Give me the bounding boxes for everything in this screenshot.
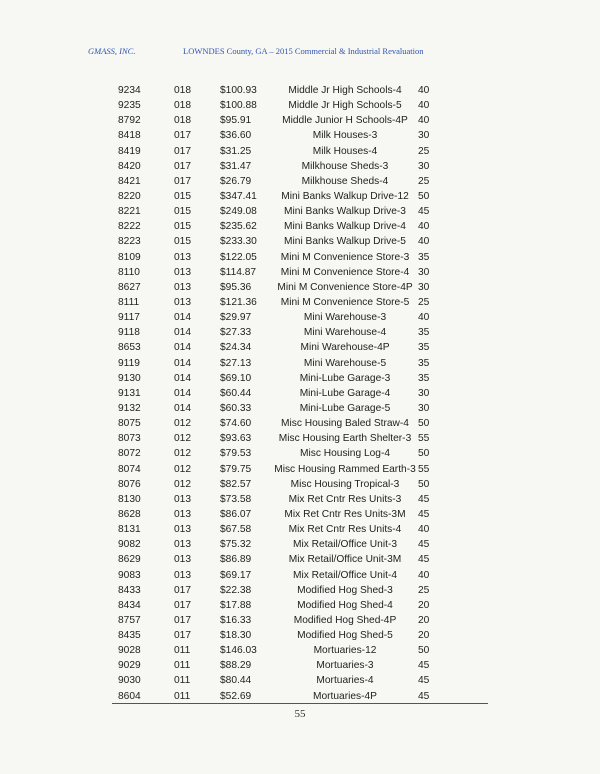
table-row <box>0 568 600 583</box>
cell-cost: $146.03 <box>220 645 257 657</box>
cell-description: Misc Housing Tropical-3 <box>290 478 400 490</box>
cell-code: 8074 <box>118 463 141 475</box>
cell-description: Modified Hog Shed-4P <box>293 614 397 626</box>
cell-life: 25 <box>418 175 430 187</box>
cell-class: 013 <box>174 266 191 278</box>
cell-description: Middle Jr High Schools-4 <box>288 85 402 96</box>
cell-life: 50 <box>418 478 430 490</box>
cell-code: 8073 <box>118 433 141 445</box>
table-row <box>0 280 600 295</box>
cell-code: 8792 <box>118 115 141 127</box>
cell-life: 55 <box>418 463 430 475</box>
cell-code: 9029 <box>118 660 141 672</box>
cell-description: Mix Ret Cntr Res Units-3 <box>288 493 402 505</box>
table-row <box>0 537 600 552</box>
cell-cost: $233.30 <box>220 236 257 248</box>
document-title: LOWNDES County, GA – 2015 Commercial & Industrial Revaluation <box>183 46 424 56</box>
table-row <box>0 628 600 643</box>
cell-life: 45 <box>418 690 430 702</box>
cell-cost: $121.36 <box>220 296 257 308</box>
cell-description: Mini M Convenience Store-4P <box>277 281 413 293</box>
cell-cost: $100.88 <box>220 100 257 112</box>
cell-life: 40 <box>418 221 430 233</box>
cell-life: 35 <box>418 327 430 339</box>
cell-class: 015 <box>174 206 191 218</box>
cell-cost: $75.32 <box>220 539 252 551</box>
cell-life: 45 <box>418 675 430 687</box>
cell-code: 8421 <box>118 175 141 187</box>
cell-class: 015 <box>174 221 191 233</box>
cell-cost: $82.57 <box>220 478 252 490</box>
cell-class: 013 <box>174 296 191 308</box>
cell-class: 013 <box>174 554 191 566</box>
cell-life: 45 <box>418 660 430 672</box>
cell-code: 8418 <box>118 130 141 142</box>
cell-code: 8130 <box>118 493 141 505</box>
cell-description: Mini M Convenience Store-5 <box>280 296 410 308</box>
cell-class: 014 <box>174 312 191 324</box>
cell-code: 9117 <box>118 312 140 324</box>
cell-code: 8433 <box>118 584 141 596</box>
cell-cost: $22.38 <box>220 584 252 596</box>
table-row <box>0 522 600 537</box>
cell-class: 018 <box>174 100 191 112</box>
cell-code: 8604 <box>118 690 141 702</box>
cell-code: 9235 <box>118 100 141 112</box>
cell-code: 9234 <box>118 85 141 96</box>
cell-class: 013 <box>174 524 191 536</box>
cell-description: Mix Ret Cntr Res Units-3M <box>284 508 406 520</box>
cell-class: 011 <box>174 675 191 687</box>
table-row <box>0 462 600 477</box>
cell-class: 017 <box>174 145 191 157</box>
cell-description: Milkhouse Sheds-3 <box>301 160 389 172</box>
cell-description: Mini Warehouse-5 <box>303 357 387 369</box>
cell-code: 8110 <box>118 266 140 278</box>
table-row <box>0 234 600 249</box>
cell-code: 9132 <box>118 402 141 414</box>
cell-description: Mini Warehouse-3 <box>303 312 387 324</box>
cell-cost: $27.33 <box>220 327 252 339</box>
cell-class: 012 <box>174 448 191 460</box>
table-row <box>0 643 600 658</box>
cell-life: 30 <box>418 130 430 142</box>
cell-life: 30 <box>418 160 430 172</box>
table-row <box>0 658 600 673</box>
table-row <box>0 598 600 613</box>
cell-life: 40 <box>418 236 430 248</box>
cell-cost: $60.44 <box>220 387 252 399</box>
cell-description: Mix Ret Cntr Res Units-4 <box>288 524 402 536</box>
cell-description: Modified Hog Shed-3 <box>297 584 393 596</box>
cell-class: 012 <box>174 478 191 490</box>
table-row <box>0 113 600 128</box>
cell-class: 014 <box>174 402 191 414</box>
cell-class: 013 <box>174 281 191 293</box>
cell-class: 013 <box>174 508 191 520</box>
table-row <box>0 219 600 234</box>
cell-code: 8434 <box>118 599 141 611</box>
cell-class: 013 <box>174 493 191 505</box>
cell-class: 017 <box>174 584 191 596</box>
cell-life: 40 <box>418 100 430 112</box>
cell-code: 9131 <box>118 387 141 399</box>
table-row <box>0 204 600 219</box>
cell-cost: $67.58 <box>220 524 252 536</box>
cell-class: 013 <box>174 539 191 551</box>
cell-class: 015 <box>174 236 191 248</box>
cell-life: 50 <box>418 418 430 430</box>
cell-class: 018 <box>174 85 191 96</box>
cell-code: 8627 <box>118 281 141 293</box>
cell-cost: $122.05 <box>220 251 257 263</box>
cell-life: 45 <box>418 554 430 566</box>
table-row <box>0 416 600 431</box>
cell-cost: $36.60 <box>220 130 252 142</box>
cell-description: Mortuaries-12 <box>313 645 377 657</box>
cell-cost: $73.58 <box>220 493 252 505</box>
table-row <box>0 386 600 401</box>
cell-cost: $93.63 <box>220 433 252 445</box>
cell-life: 30 <box>418 266 430 278</box>
table-row <box>0 250 600 265</box>
cell-life: 40 <box>418 85 430 96</box>
cell-description: Middle Jr High Schools-5 <box>288 100 402 112</box>
cell-cost: $86.07 <box>220 508 252 520</box>
cell-class: 017 <box>174 614 191 626</box>
cell-description: Modified Hog Shed-5 <box>297 630 393 642</box>
cell-cost: $29.97 <box>220 312 252 324</box>
cell-cost: $95.91 <box>220 115 252 127</box>
cell-code: 8072 <box>118 448 141 460</box>
cell-description: Mini M Convenience Store-4 <box>280 266 410 278</box>
cell-code: 8076 <box>118 478 141 490</box>
cell-code: 9083 <box>118 569 141 581</box>
cell-class: 014 <box>174 372 191 384</box>
cell-code: 8419 <box>118 145 141 157</box>
cell-cost: $80.44 <box>220 675 252 687</box>
cell-life: 30 <box>418 281 430 293</box>
cell-description: Mini-Lube Garage-3 <box>299 372 391 384</box>
cell-class: 017 <box>174 160 191 172</box>
cell-class: 012 <box>174 463 191 475</box>
cell-cost: $79.75 <box>220 463 252 475</box>
cost-table <box>0 83 600 704</box>
cell-cost: $74.60 <box>220 418 252 430</box>
cell-code: 9028 <box>118 645 141 657</box>
table-row <box>0 583 600 598</box>
table-row <box>0 401 600 416</box>
cell-class: 017 <box>174 130 191 142</box>
cell-cost: $26.79 <box>220 175 252 187</box>
cell-life: 45 <box>418 539 430 551</box>
cell-cost: $249.08 <box>220 206 257 218</box>
cell-code: 8757 <box>118 614 141 626</box>
table-row <box>0 265 600 280</box>
cell-code: 8220 <box>118 190 141 202</box>
cell-life: 55 <box>418 433 430 445</box>
table-row <box>0 673 600 688</box>
cell-description: Mortuaries-4P <box>313 690 377 702</box>
cell-description: Mix Retail/Office Unit-3 <box>293 539 397 551</box>
cell-cost: $60.33 <box>220 402 252 414</box>
cell-cost: $235.62 <box>220 221 257 233</box>
cell-life: 40 <box>418 115 430 127</box>
cell-code: 8221 <box>118 206 141 218</box>
cell-cost: $69.17 <box>220 569 252 581</box>
cell-life: 30 <box>418 387 430 399</box>
cell-life: 30 <box>418 402 430 414</box>
cell-life: 50 <box>418 645 430 657</box>
table-row <box>0 174 600 189</box>
table-row <box>0 477 600 492</box>
cell-code: 8420 <box>118 160 141 172</box>
cell-description: Milkhouse Sheds-4 <box>301 175 389 187</box>
cell-description: Mini Banks Walkup Drive-3 <box>284 206 406 218</box>
cell-cost: $86.89 <box>220 554 252 566</box>
cell-life: 50 <box>418 190 430 202</box>
cell-description: Mini Banks Walkup Drive-12 <box>281 190 409 202</box>
cell-description: Mini Warehouse-4P <box>300 342 390 354</box>
cell-description: Modified Hog Shed-4 <box>297 599 393 611</box>
cell-code: 9030 <box>118 675 141 687</box>
cell-description: Mini Banks Walkup Drive-4 <box>284 221 406 233</box>
cell-code: 8223 <box>118 236 141 248</box>
cell-life: 25 <box>418 584 430 596</box>
cell-code: 8111 <box>118 296 140 308</box>
cell-life: 20 <box>418 630 430 642</box>
cell-life: 20 <box>418 599 430 611</box>
cell-class: 017 <box>174 630 191 642</box>
cell-class: 017 <box>174 599 191 611</box>
table-row <box>0 98 600 113</box>
cell-life: 45 <box>418 493 430 505</box>
cell-life: 25 <box>418 296 430 308</box>
cell-cost: $69.10 <box>220 372 252 384</box>
cell-code: 9118 <box>118 327 140 339</box>
cell-class: 013 <box>174 251 191 263</box>
table-row <box>0 159 600 174</box>
cell-life: 20 <box>418 614 430 626</box>
cell-cost: $18.30 <box>220 630 252 642</box>
cell-cost: $31.25 <box>220 145 252 157</box>
cell-description: Misc Housing Rammed Earth-3 <box>274 463 416 475</box>
cell-cost: $52.69 <box>220 690 252 702</box>
table-row <box>0 356 600 371</box>
cell-life: 40 <box>418 312 430 324</box>
cell-cost: $24.34 <box>220 342 252 354</box>
footer-divider <box>112 703 488 704</box>
cell-description: Mini-Lube Garage-4 <box>299 387 391 399</box>
cell-cost: $16.33 <box>220 614 252 626</box>
cell-description: Mini M Convenience Store-3 <box>280 251 410 263</box>
cell-cost: $114.87 <box>220 266 257 278</box>
cell-description: Mini Banks Walkup Drive-5 <box>284 236 406 248</box>
table-row <box>0 310 600 325</box>
cell-life: 35 <box>418 357 430 369</box>
cell-cost: $88.29 <box>220 660 252 672</box>
table-row <box>0 325 600 340</box>
cell-class: 014 <box>174 387 191 399</box>
cell-description: Mortuaries-4 <box>316 675 374 687</box>
cell-life: 50 <box>418 448 430 460</box>
table-row <box>0 83 600 98</box>
cell-code: 8131 <box>118 524 141 536</box>
cell-life: 45 <box>418 508 430 520</box>
cell-description: Misc Housing Earth Shelter-3 <box>278 433 412 445</box>
cell-description: Middle Junior H Schools-4P <box>282 115 408 127</box>
cell-life: 35 <box>418 372 430 384</box>
cell-class: 011 <box>174 690 191 702</box>
page-header <box>88 46 528 60</box>
cell-life: 40 <box>418 524 430 536</box>
cell-class: 014 <box>174 327 191 339</box>
table-row <box>0 552 600 567</box>
cell-class: 012 <box>174 418 191 430</box>
cell-class: 015 <box>174 190 191 202</box>
cell-code: 9130 <box>118 372 141 384</box>
table-row <box>0 446 600 461</box>
cell-class: 014 <box>174 342 191 354</box>
cell-code: 8629 <box>118 554 141 566</box>
cell-class: 018 <box>174 115 191 127</box>
cell-description: Misc Housing Log-4 <box>299 448 391 460</box>
table-row <box>0 295 600 310</box>
cell-description: Mini Warehouse-4 <box>303 327 387 339</box>
cell-life: 35 <box>418 342 430 354</box>
cell-cost: $79.53 <box>220 448 252 460</box>
table-row <box>0 689 600 704</box>
cell-class: 014 <box>174 357 191 369</box>
cell-description: Milk Houses-4 <box>312 145 378 157</box>
table-row <box>0 128 600 143</box>
cell-description: Misc Housing Baled Straw-4 <box>281 418 409 430</box>
cell-code: 8109 <box>118 251 141 263</box>
cell-class: 011 <box>174 660 191 672</box>
cell-cost: $31.47 <box>220 160 252 172</box>
cell-class: 013 <box>174 569 191 581</box>
cell-class: 012 <box>174 433 191 445</box>
cell-life: 25 <box>418 145 430 157</box>
cell-description: Mix Retail/Office Unit-3M <box>288 554 402 566</box>
cell-code: 8653 <box>118 342 141 354</box>
cell-code: 8435 <box>118 630 141 642</box>
cell-description: Milk Houses-3 <box>312 130 378 142</box>
table-row <box>0 189 600 204</box>
cell-class: 017 <box>174 175 191 187</box>
table-row <box>0 492 600 507</box>
cell-cost: $347.41 <box>220 190 257 202</box>
cell-description: Mortuaries-3 <box>316 660 374 672</box>
cell-life: 35 <box>418 251 430 263</box>
cell-cost: $17.88 <box>220 599 252 611</box>
cell-description: Mini-Lube Garage-5 <box>299 402 391 414</box>
table-row <box>0 431 600 446</box>
table-row <box>0 613 600 628</box>
table-row <box>0 144 600 159</box>
cell-code: 9082 <box>118 539 141 551</box>
cell-life: 45 <box>418 206 430 218</box>
cell-code: 9119 <box>118 357 140 369</box>
cell-code: 8628 <box>118 508 141 520</box>
cell-cost: $100.93 <box>220 85 257 96</box>
table-row <box>0 340 600 355</box>
table-row <box>0 371 600 386</box>
cell-cost: $27.13 <box>220 357 252 369</box>
cell-code: 8222 <box>118 221 141 233</box>
cell-life: 40 <box>418 569 430 581</box>
company-name: GMASS, INC. <box>88 46 136 56</box>
cell-description: Mix Retail/Office Unit-4 <box>293 569 397 581</box>
cell-class: 011 <box>174 645 191 657</box>
table-row <box>0 507 600 522</box>
cell-code: 8075 <box>118 418 141 430</box>
cell-cost: $95.36 <box>220 281 252 293</box>
page-number: 55 <box>294 708 306 720</box>
